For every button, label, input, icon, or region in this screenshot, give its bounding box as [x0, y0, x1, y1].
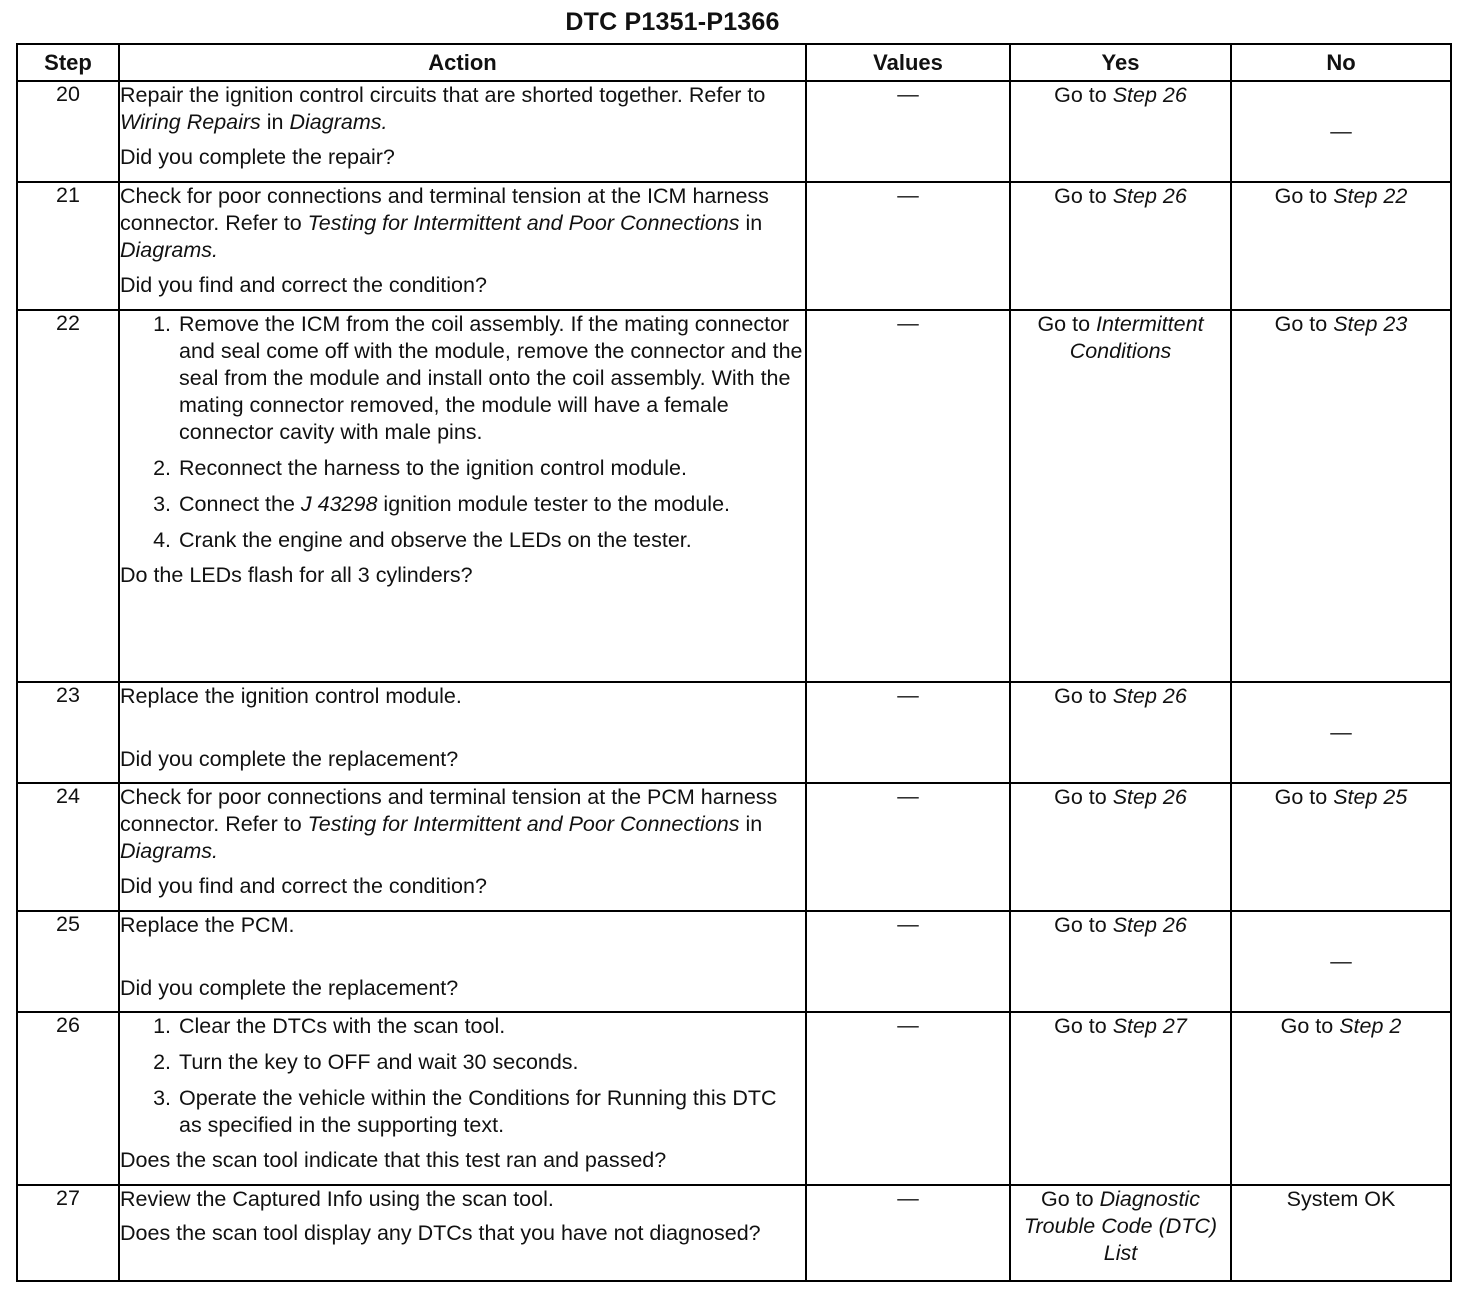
yes-cell: Go to Step 26	[1010, 182, 1231, 310]
no-cell: System OK	[1231, 1185, 1451, 1281]
no-cell: —	[1231, 911, 1451, 1012]
values-cell: —	[806, 1012, 1010, 1185]
no-cell: Go to Step 23	[1231, 310, 1451, 682]
link-wiring-repairs: Wiring Repairs	[120, 110, 261, 134]
action-question: Did you find and correct the condition?	[120, 273, 487, 297]
step-number: 20	[17, 81, 119, 182]
action-text: Check for poor connections and terminal tension at the PCM harness connector. Refer to Testing for Intermittent and Poor Connections in Diagrams.	[120, 785, 778, 863]
list-item: 1. Remove the ICM from the coil assembly. If the mating connector and seal come off with the module, remove the connector and the seal from the module and install onto the coil assembly. With the mating connector removed, the module will have a female connector cavity with male pins.	[177, 311, 805, 446]
diagnostic-table	[16, 43, 1452, 1282]
action-cell	[119, 182, 806, 310]
action-question: Does the scan tool indicate that this test ran and passed?	[120, 1148, 667, 1172]
step-number: 21	[17, 182, 119, 310]
list-item: 2. Reconnect the harness to the ignition control module.	[177, 455, 805, 482]
action-cell	[119, 310, 806, 682]
yes-cell: Go to Step 26	[1010, 783, 1231, 911]
action-text: Replace the PCM.	[120, 913, 295, 937]
action-list	[120, 1013, 805, 1139]
header-step: Step	[17, 44, 119, 81]
action-question: Did you complete the repair?	[120, 145, 395, 169]
tool-number: J 43298	[300, 492, 378, 516]
yes-cell: Go to Diagnostic Trouble Code (DTC) List	[1010, 1185, 1231, 1281]
list-item: 2. Turn the key to OFF and wait 30 seconds.	[177, 1049, 805, 1076]
action-text: Review the Captured Info using the scan tool.	[120, 1187, 554, 1211]
values-cell: —	[806, 81, 1010, 182]
no-cell: —	[1231, 81, 1451, 182]
step-number: 24	[17, 783, 119, 911]
table-row-step-23	[17, 682, 1451, 783]
action-text: Check for poor connections and terminal tension at the ICM harness connector. Refer to Testing for Intermittent and Poor Connections in Diagrams.	[120, 184, 769, 262]
header-values: Values	[806, 44, 1010, 81]
values-cell: —	[806, 182, 1010, 310]
header-action: Action	[119, 44, 806, 81]
action-question: Do the LEDs flash for all 3 cylinders?	[120, 563, 473, 587]
action-question: Did you find and correct the condition?	[120, 874, 487, 898]
step-number: 27	[17, 1185, 119, 1281]
action-question: Does the scan tool display any DTCs that you have not diagnosed?	[120, 1221, 761, 1245]
header-yes: Yes	[1010, 44, 1231, 81]
step-number: 23	[17, 682, 119, 783]
step-number: 25	[17, 911, 119, 1012]
header-row	[17, 44, 1451, 81]
step-number: 26	[17, 1012, 119, 1185]
values-cell: —	[806, 310, 1010, 682]
yes-cell: Go to Step 26	[1010, 81, 1231, 182]
table-row-step-20	[17, 81, 1451, 182]
action-cell	[119, 911, 806, 1012]
yes-cell: Go to Intermittent Conditions	[1010, 310, 1231, 682]
values-cell: —	[806, 1185, 1010, 1281]
list-item: 3. Operate the vehicle within the Conditions for Running this DTC as specified in the supporting text.	[177, 1085, 805, 1139]
yes-cell: Go to Step 26	[1010, 682, 1231, 783]
values-cell: —	[806, 911, 1010, 1012]
action-list	[120, 311, 805, 554]
no-cell: Go to Step 22	[1231, 182, 1451, 310]
values-cell: —	[806, 682, 1010, 783]
list-item: 3. Connect the J 43298 ignition module tester to the module.	[177, 491, 805, 518]
list-item: 4. Crank the engine and observe the LEDs on the tester.	[177, 527, 805, 554]
step-number: 22	[17, 310, 119, 682]
yes-cell: Go to Step 26	[1010, 911, 1231, 1012]
table-row-step-25	[17, 911, 1451, 1012]
action-question: Did you complete the replacement?	[120, 747, 459, 771]
header-no: No	[1231, 44, 1451, 81]
no-cell: —	[1231, 682, 1451, 783]
action-cell	[119, 1012, 806, 1185]
action-cell	[119, 783, 806, 911]
action-cell	[119, 682, 806, 783]
page-title: DTC P1351-P1366	[565, 8, 780, 36]
no-cell: Go to Step 25	[1231, 783, 1451, 911]
values-cell: —	[806, 783, 1010, 911]
action-text: Repair the ignition control circuits that are shorted together. Refer to Wiring Repairs in Diagrams.	[120, 83, 766, 134]
table-row-step-26	[17, 1012, 1451, 1185]
action-cell	[119, 1185, 806, 1281]
list-item: 1. Clear the DTCs with the scan tool.	[177, 1013, 805, 1040]
table-row-step-24	[17, 783, 1451, 911]
action-question: Did you complete the replacement?	[120, 976, 459, 1000]
table-row-step-22	[17, 310, 1451, 682]
table-row-step-27	[17, 1185, 1451, 1281]
action-text: Replace the ignition control module.	[120, 684, 462, 708]
yes-cell: Go to Step 27	[1010, 1012, 1231, 1185]
no-cell: Go to Step 2	[1231, 1012, 1451, 1185]
table-row-step-21	[17, 182, 1451, 310]
action-cell	[119, 81, 806, 182]
